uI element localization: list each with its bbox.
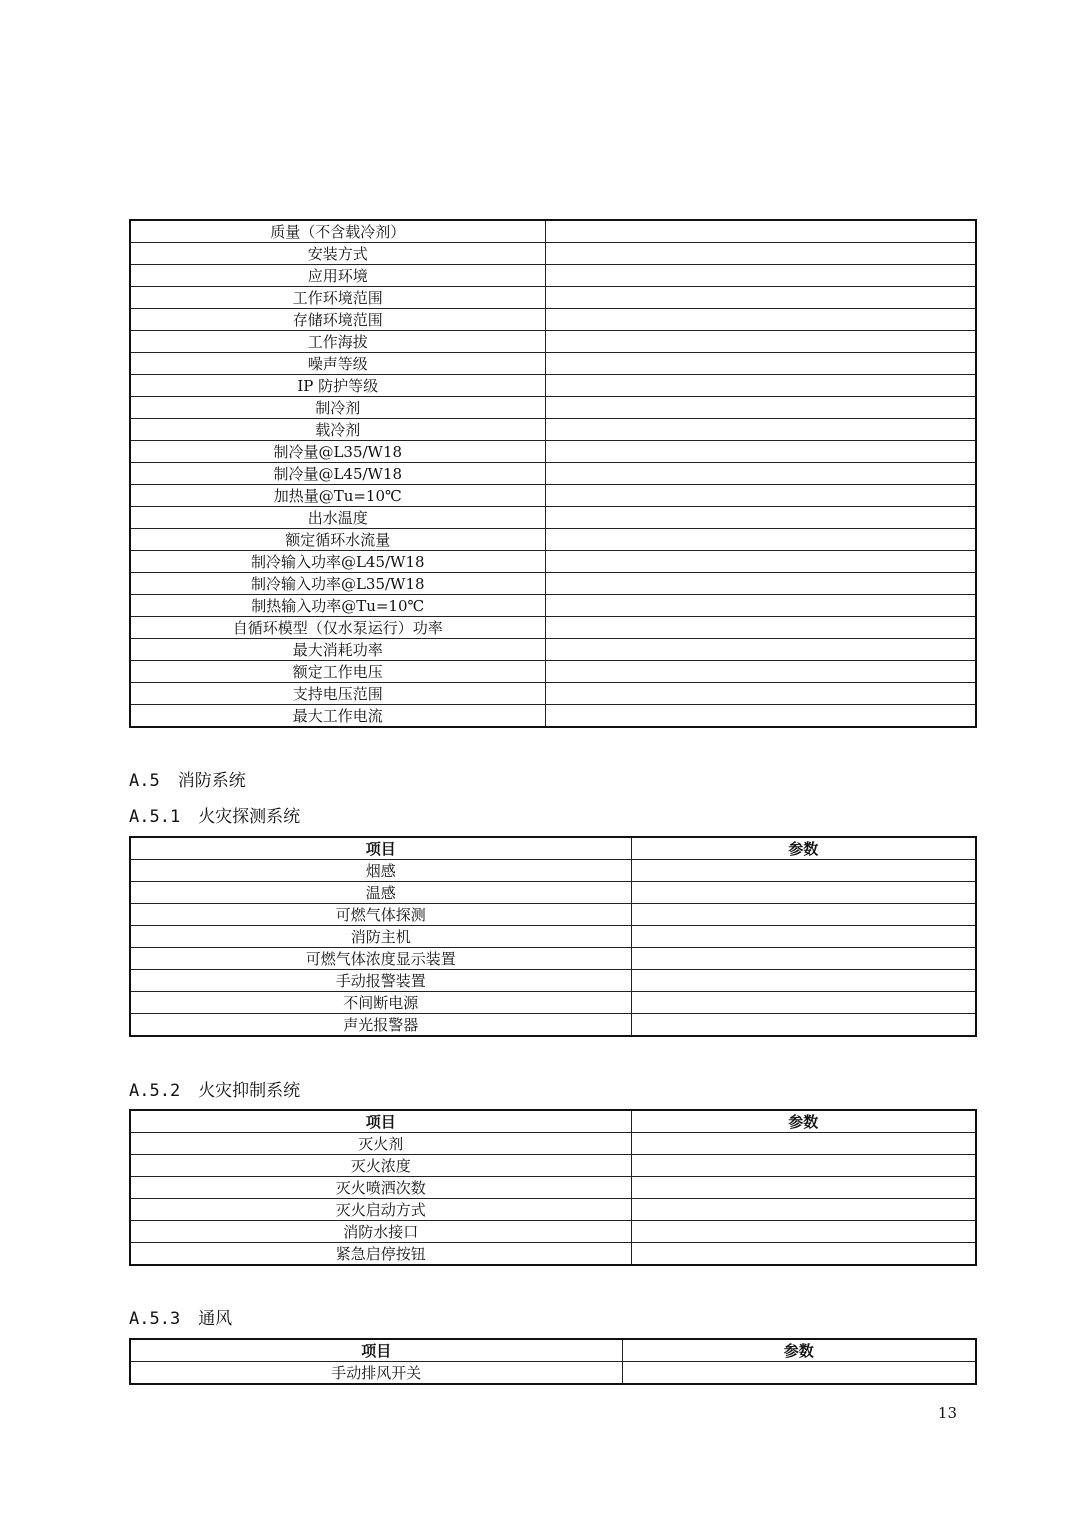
table-header: [130, 1339, 976, 1362]
header-item: 项目: [130, 837, 631, 860]
row-param-value: [631, 1199, 976, 1221]
table-row: [130, 661, 976, 683]
row-item-label: 最大工作电流: [130, 705, 545, 728]
row-item-label: 消防水接口: [130, 1221, 631, 1243]
section-title: 火灾探测系统: [198, 807, 301, 827]
section-a52-heading: [129, 1076, 300, 1101]
row-item-label: 工作环境范围: [130, 287, 545, 309]
table-row: [130, 243, 976, 265]
table-row: [130, 441, 976, 463]
row-item-label: 载冷剂: [130, 419, 545, 441]
row-param-value: [545, 243, 976, 265]
row-param-value: [545, 287, 976, 309]
row-item-label: 灭火剂: [130, 1133, 631, 1155]
table-row: [130, 309, 976, 331]
specs-table: [129, 219, 977, 728]
section-number: A.5.3: [129, 1309, 181, 1329]
table-row: [130, 948, 976, 970]
table-row: [130, 992, 976, 1014]
table-row: [130, 1177, 976, 1199]
row-param-value: [545, 661, 976, 683]
section-number: A.5.1: [129, 807, 181, 827]
row-item-label: 自循环模型（仅水泵运行）功率: [130, 617, 545, 639]
table-row: [130, 683, 976, 705]
row-item-label: 工作海拔: [130, 331, 545, 353]
row-param-value: [545, 485, 976, 507]
table-row: [130, 860, 976, 882]
row-param-value: [631, 904, 976, 926]
table-row: [130, 926, 976, 948]
table-header: [130, 837, 976, 860]
table-row: [130, 463, 976, 485]
row-param-value: [545, 705, 976, 728]
row-item-label: 可燃气体探测: [130, 904, 631, 926]
row-param-value: [631, 1177, 976, 1199]
section-number: A.5.2: [129, 1081, 181, 1101]
row-item-label: 消防主机: [130, 926, 631, 948]
row-item-label: 手动排风开关: [130, 1362, 622, 1385]
specs-table-body: [130, 220, 976, 727]
row-item-label: 灭火喷洒次数: [130, 1177, 631, 1199]
table-row: [130, 1155, 976, 1177]
row-item-label: IP 防护等级: [130, 375, 545, 397]
row-param-value: [631, 948, 976, 970]
section-a5-heading: [129, 766, 246, 791]
section-a53-heading: [129, 1304, 232, 1329]
header-item: 项目: [130, 1339, 622, 1362]
row-item-label: 不间断电源: [130, 992, 631, 1014]
table-row: [130, 970, 976, 992]
table-row: [130, 595, 976, 617]
row-item-label: 温感: [130, 882, 631, 904]
row-param-value: [545, 595, 976, 617]
row-item-label: 质量（不含载冷剂）: [130, 220, 545, 243]
row-param-value: [545, 353, 976, 375]
section-number: A.5: [129, 771, 160, 791]
table-row: [130, 882, 976, 904]
row-param-value: [545, 683, 976, 705]
table-row: [130, 529, 976, 551]
row-param-value: [631, 1014, 976, 1037]
table-header: [130, 1110, 976, 1133]
table-row: [130, 705, 976, 728]
row-item-label: 可燃气体浓度显示装置: [130, 948, 631, 970]
row-param-value: [631, 1133, 976, 1155]
row-param-value: [545, 441, 976, 463]
row-item-label: 制热输入功率@Tu=10℃: [130, 595, 545, 617]
row-param-value: [545, 573, 976, 595]
row-param-value: [545, 463, 976, 485]
header-param: 参数: [631, 837, 976, 860]
row-item-label: 灭火启动方式: [130, 1199, 631, 1221]
row-item-label: 制冷剂: [130, 397, 545, 419]
row-item-label: 支持电压范围: [130, 683, 545, 705]
row-param-value: [631, 860, 976, 882]
table-row: [130, 397, 976, 419]
fire-detection-table: [129, 836, 977, 1037]
fire-detection-table-body: [130, 860, 976, 1037]
table-row: [130, 1199, 976, 1221]
table-row: [130, 617, 976, 639]
section-title: 通风: [198, 1309, 233, 1329]
row-param-value: [622, 1362, 976, 1385]
row-param-value: [545, 639, 976, 661]
table-row: [130, 331, 976, 353]
row-param-value: [545, 617, 976, 639]
table-row: [130, 1243, 976, 1266]
row-item-label: 制冷输入功率@L45/W18: [130, 551, 545, 573]
table-row: [130, 507, 976, 529]
row-param-value: [545, 529, 976, 551]
row-param-value: [545, 375, 976, 397]
table-row: [130, 287, 976, 309]
row-item-label: 制冷量@L45/W18: [130, 463, 545, 485]
row-item-label: 噪声等级: [130, 353, 545, 375]
row-param-value: [545, 220, 976, 243]
section-title: 火灾抑制系统: [198, 1081, 301, 1101]
row-item-label: 灭火浓度: [130, 1155, 631, 1177]
table-row: [130, 1133, 976, 1155]
fire-suppression-table: [129, 1109, 977, 1266]
row-param-value: [631, 926, 976, 948]
section-title: 消防系统: [177, 771, 246, 791]
table-row: [130, 639, 976, 661]
table-row: [130, 1221, 976, 1243]
row-item-label: 加热量@Tu=10℃: [130, 485, 545, 507]
row-item-label: 制冷输入功率@L35/W18: [130, 573, 545, 595]
table-row: [130, 1014, 976, 1037]
row-item-label: 声光报警器: [130, 1014, 631, 1037]
row-param-value: [631, 992, 976, 1014]
table-row: [130, 573, 976, 595]
header-item: 项目: [130, 1110, 631, 1133]
row-item-label: 安装方式: [130, 243, 545, 265]
ventilation-table-body: [130, 1362, 976, 1385]
row-param-value: [545, 419, 976, 441]
ventilation-table: [129, 1338, 977, 1385]
row-param-value: [545, 507, 976, 529]
row-param-value: [631, 1221, 976, 1243]
row-param-value: [545, 551, 976, 573]
table-row: [130, 551, 976, 573]
table-row: [130, 419, 976, 441]
row-item-label: 烟感: [130, 860, 631, 882]
row-param-value: [545, 265, 976, 287]
row-item-label: 制冷量@L35/W18: [130, 441, 545, 463]
row-item-label: 存储环境范围: [130, 309, 545, 331]
row-item-label: 应用环境: [130, 265, 545, 287]
row-param-value: [545, 397, 976, 419]
row-param-value: [545, 309, 976, 331]
row-param-value: [631, 1155, 976, 1177]
row-item-label: 出水温度: [130, 507, 545, 529]
row-param-value: [631, 970, 976, 992]
page-number: 13: [937, 1404, 957, 1422]
row-item-label: 额定循环水流量: [130, 529, 545, 551]
row-param-value: [631, 1243, 976, 1266]
row-item-label: 额定工作电压: [130, 661, 545, 683]
row-item-label: 紧急启停按钮: [130, 1243, 631, 1266]
header-param: 参数: [622, 1339, 976, 1362]
table-row: [130, 485, 976, 507]
table-row: [130, 220, 976, 243]
table-row: [130, 353, 976, 375]
table-row: [130, 265, 976, 287]
section-a51-heading: [129, 802, 300, 827]
table-row: [130, 375, 976, 397]
row-param-value: [545, 331, 976, 353]
table-row: [130, 904, 976, 926]
row-item-label: 手动报警装置: [130, 970, 631, 992]
table-row: [130, 1362, 976, 1385]
row-item-label: 最大消耗功率: [130, 639, 545, 661]
header-param: 参数: [631, 1110, 976, 1133]
row-param-value: [631, 882, 976, 904]
fire-suppression-table-body: [130, 1133, 976, 1266]
